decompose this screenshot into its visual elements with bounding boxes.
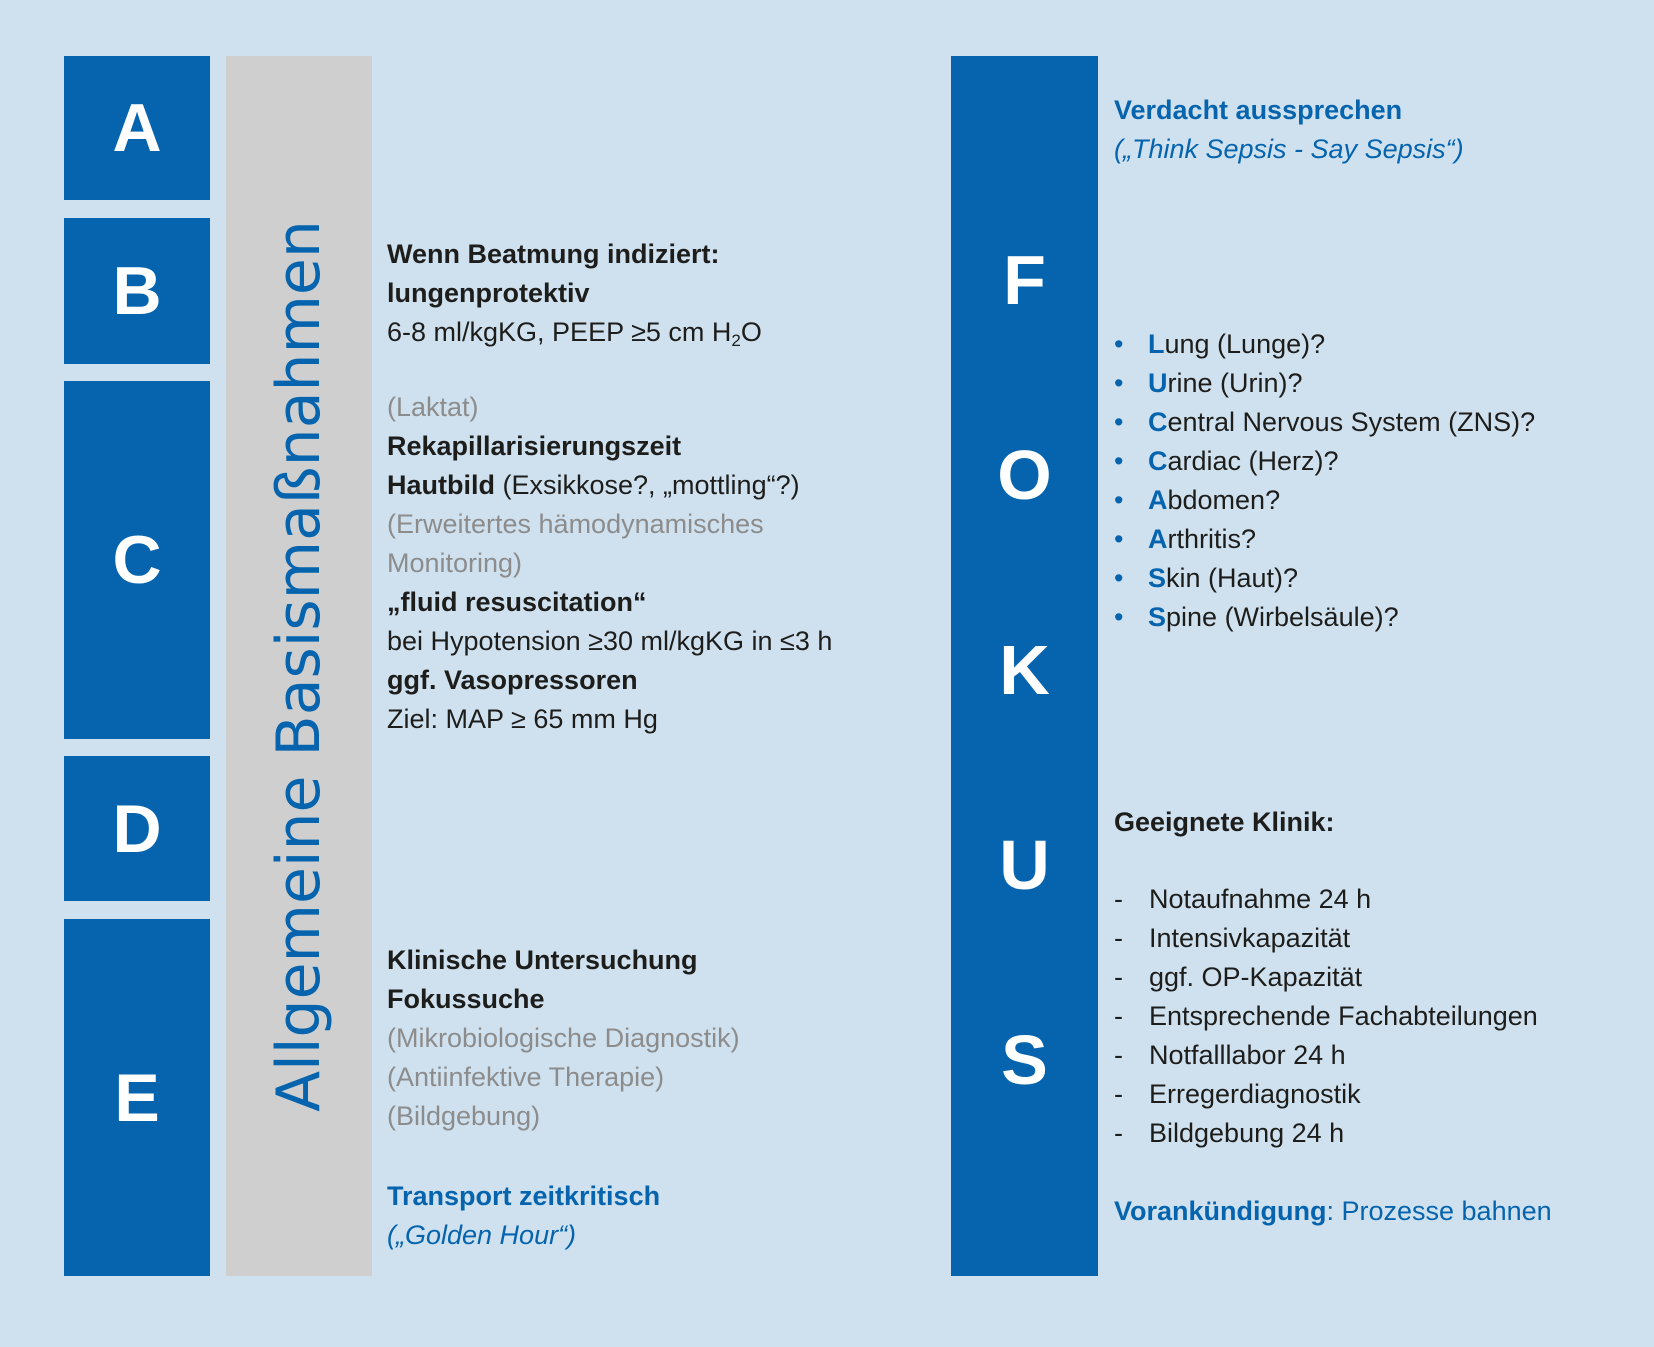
- fluid-resuscitation-label: „fluid resuscitation“: [387, 587, 647, 617]
- klinische-untersuchung-label: Klinische Untersuchung: [387, 945, 698, 975]
- fokus-letter-f: F: [1003, 241, 1046, 319]
- think-sepsis-label: („Think Sepsis - Say Sepsis“): [1114, 134, 1464, 164]
- abcde-letter-d: D: [112, 790, 162, 867]
- abcde-block-a: [64, 56, 210, 200]
- verdacht-text: [1114, 91, 1464, 169]
- laktat-label: (Laktat): [387, 392, 479, 422]
- abcde-letter-e: E: [114, 1059, 160, 1136]
- abcde-letter-b: B: [112, 253, 162, 329]
- ziel-map-line: Ziel: MAP ≥ 65 mm Hg: [387, 704, 658, 734]
- golden-hour-label: („Golden Hour“): [387, 1220, 577, 1250]
- section-b-text: [387, 235, 762, 352]
- klinik-item: - Erregerdiagnostik: [1114, 1075, 1538, 1114]
- beatmung-title: Wenn Beatmung indiziert:: [387, 239, 720, 269]
- fokus-bullet-item: • Arthritis?: [1114, 520, 1535, 559]
- fokus-bullet-item: • Lung (Lunge)?: [1114, 325, 1535, 364]
- klinik-list-wrapper: [1114, 880, 1538, 1153]
- transport-text: [387, 1177, 660, 1255]
- lungenprotektiv-label: lungenprotektiv: [387, 278, 590, 308]
- abcde-block-d: [64, 756, 210, 901]
- klinik-item: - Bildgebung 24 h: [1114, 1114, 1538, 1153]
- klinik-item: - Entsprechende Fachabteilungen: [1114, 997, 1538, 1036]
- bildgebung-label: (Bildgebung): [387, 1101, 541, 1131]
- section-c-text: [387, 388, 832, 739]
- fokus-bullet-item: • Skin (Haut)?: [1114, 559, 1535, 598]
- abcde-block-e: [64, 919, 210, 1276]
- fokus-bullet-item: • Abdomen?: [1114, 481, 1535, 520]
- section-e-text: [387, 941, 740, 1136]
- klinik-item: - Notfalllabor 24 h: [1114, 1036, 1538, 1075]
- geeignete-klinik-label: Geeignete Klinik:: [1114, 807, 1335, 837]
- abcde-letter-a: A: [112, 90, 162, 166]
- klinik-item: - Intensivkapazität: [1114, 919, 1538, 958]
- vorankuendigung-line: [1114, 1192, 1552, 1231]
- hautbild-line: Hautbild (Exsikkose?, „mottling“?): [387, 470, 800, 500]
- verdacht-label: Verdacht aussprechen: [1114, 95, 1403, 125]
- abcde-block-b: [64, 218, 210, 364]
- klinik-item: - ggf. OP-Kapazität: [1114, 958, 1538, 997]
- vorankuendigung-label: Vorankündigung: [1114, 1196, 1327, 1226]
- fokus-letter-s: S: [1001, 1021, 1048, 1099]
- monitoring-label: Monitoring): [387, 548, 523, 578]
- fokus-bullet-item: • Central Nervous System (ZNS)?: [1114, 403, 1535, 442]
- fokus-bullet-item: • Cardiac (Herz)?: [1114, 442, 1535, 481]
- fokus-letter-u: U: [999, 826, 1050, 904]
- rekapillarisierung-label: Rekapillarisierungszeit: [387, 431, 682, 461]
- antiinfektive-label: (Antiinfektive Therapie): [387, 1062, 665, 1092]
- klinik-list: [1114, 880, 1538, 1153]
- fokus-bullets: [1114, 325, 1535, 637]
- prozesse-label: : Prozesse bahnen: [1326, 1196, 1552, 1226]
- erweitertes-label: (Erweitertes hämodynamisches: [387, 509, 764, 539]
- fokus-letter-k: K: [999, 631, 1050, 709]
- mikrobiologie-label: (Mikrobiologische Diagnostik): [387, 1023, 740, 1053]
- hypotension-line: bei Hypotension ≥30 ml/kgKG in ≤3 h: [387, 626, 833, 656]
- fokus-bullet-item: • Urine (Urin)?: [1114, 364, 1535, 403]
- transport-label: Transport zeitkritisch: [387, 1181, 661, 1211]
- fokus-bullet-item: • Spine (Wirbelsäule)?: [1114, 598, 1535, 637]
- fokussuche-label: Fokussuche: [387, 984, 545, 1014]
- abcde-block-c: [64, 381, 210, 739]
- vertical-title: Allgemeine Basismaßnahmen: [264, 220, 334, 1112]
- abcde-letter-c: C: [112, 522, 162, 598]
- klinik-item: - Notaufnahme 24 h: [1114, 880, 1538, 919]
- fokus-bullet-list: [1114, 325, 1535, 637]
- fokus-letter-o: O: [997, 436, 1052, 514]
- vasopressoren-label: ggf. Vasopressoren: [387, 665, 638, 695]
- peep-line: 6-8 ml/kgKG, PEEP ≥5 cm $H_2O$: [387, 317, 762, 350]
